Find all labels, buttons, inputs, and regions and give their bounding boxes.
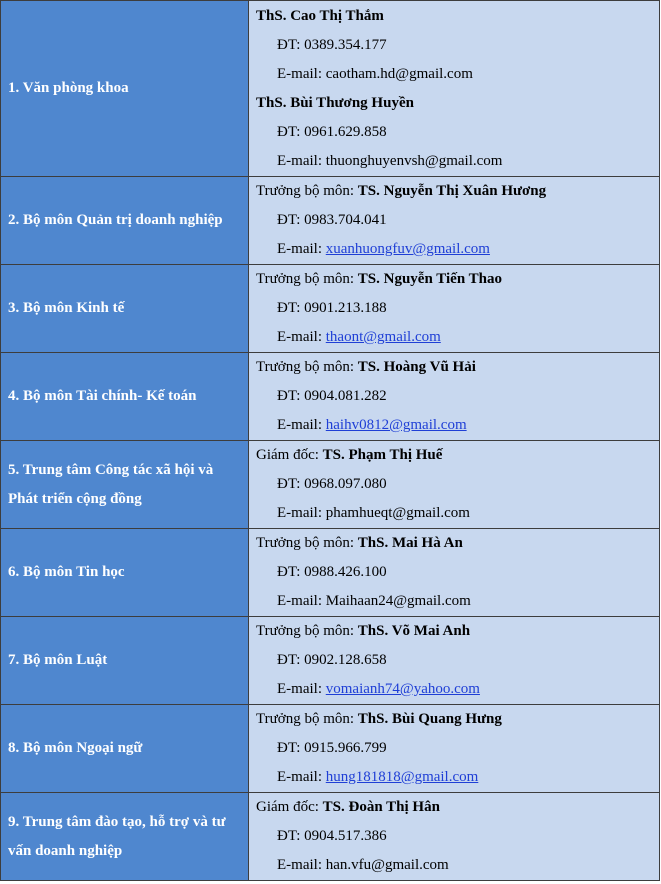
contact-name-line bbox=[256, 441, 659, 470]
contact-cell bbox=[249, 441, 660, 529]
contact-cell bbox=[249, 705, 660, 793]
table-row bbox=[1, 529, 660, 617]
contact-cell bbox=[249, 529, 660, 617]
contact-phone-line bbox=[256, 382, 659, 411]
table-row bbox=[1, 617, 660, 705]
contact-cell bbox=[249, 793, 660, 881]
contact-email-line bbox=[256, 499, 659, 528]
contact-phone-line bbox=[256, 822, 659, 851]
contact-role: Trưởng bộ môn: bbox=[256, 183, 355, 199]
contact-name: ThS. Bùi Quang Hưng bbox=[357, 711, 502, 727]
contact-name: TS. Nguyễn Tiến Thao bbox=[357, 271, 503, 287]
phone-label: ĐT: bbox=[277, 300, 301, 316]
department-cell: 4. Bộ môn Tài chính- Kế toán bbox=[1, 353, 249, 441]
contact-name-line bbox=[256, 705, 659, 734]
email-label: E-mail: bbox=[277, 417, 322, 433]
contact-phone-line bbox=[256, 118, 659, 147]
contact-phone-line bbox=[256, 734, 659, 763]
contact-name-line bbox=[256, 89, 659, 118]
email-link[interactable]: hung181818@gmail.com bbox=[325, 769, 479, 785]
contact-name: ThS. Bùi Thương Huyền bbox=[256, 94, 414, 111]
contacts-table-body bbox=[1, 1, 660, 881]
table-row bbox=[1, 265, 660, 353]
phone-label: ĐT: bbox=[277, 652, 301, 668]
phone-label: ĐT: bbox=[277, 476, 301, 492]
phone-label: ĐT: bbox=[277, 388, 301, 404]
contact-role: Trưởng bộ môn: bbox=[256, 623, 355, 639]
phone-number: 0901.213.188 bbox=[304, 300, 387, 316]
contact-name-line bbox=[256, 617, 659, 646]
table-row bbox=[1, 705, 660, 793]
phone-number: 0983.704.041 bbox=[304, 212, 387, 228]
email-label: E-mail: bbox=[277, 65, 322, 82]
contact-phone-line bbox=[256, 31, 659, 60]
phone-label: ĐT: bbox=[277, 212, 301, 228]
email-label: E-mail: bbox=[277, 593, 322, 609]
phone-number: 0904.081.282 bbox=[304, 388, 387, 404]
email-address: han.vfu@gmail.com bbox=[325, 857, 449, 873]
contact-name: ThS. Mai Hà An bbox=[357, 535, 463, 551]
contact-name-line bbox=[256, 265, 659, 294]
department-cell: 5. Trung tâm Công tác xã hội và Phát triển cộng đồng bbox=[1, 441, 249, 529]
phone-label: ĐT: bbox=[277, 564, 301, 580]
contact-role: Trưởng bộ môn: bbox=[256, 359, 355, 375]
email-address: phamhueqt@gmail.com bbox=[325, 505, 470, 521]
phone-number: 0915.966.799 bbox=[304, 740, 387, 756]
contact-cell bbox=[249, 265, 660, 353]
phone-number: 0904.517.386 bbox=[304, 828, 387, 844]
contact-email-line bbox=[256, 411, 659, 440]
contact-phone-line bbox=[256, 558, 659, 587]
contact-phone-line bbox=[256, 646, 659, 675]
phone-number: 0389.354.177 bbox=[304, 36, 387, 53]
phone-label: ĐT: bbox=[277, 740, 301, 756]
email-address: thuonghuyenvsh@gmail.com bbox=[325, 152, 503, 169]
contact-email-line bbox=[256, 60, 659, 89]
table-row bbox=[1, 177, 660, 265]
department-cell: 2. Bộ môn Quản trị doanh nghiệp bbox=[1, 177, 249, 265]
phone-label: ĐT: bbox=[277, 36, 301, 53]
department-cell: 3. Bộ môn Kinh tế bbox=[1, 265, 249, 353]
contact-email-line bbox=[256, 587, 659, 616]
email-link[interactable]: vomaianh74@yahoo.com bbox=[325, 681, 480, 697]
contact-name: TS. Phạm Thị Huế bbox=[322, 447, 443, 463]
department-cell: 8. Bộ môn Ngoại ngữ bbox=[1, 705, 249, 793]
contact-email-line bbox=[256, 323, 659, 352]
table-row bbox=[1, 1, 660, 177]
contact-phone-line bbox=[256, 470, 659, 499]
table-row bbox=[1, 441, 660, 529]
phone-number: 0902.128.658 bbox=[304, 652, 387, 668]
contact-cell bbox=[249, 1, 660, 177]
table-row bbox=[1, 793, 660, 881]
contact-name: TS. Đoàn Thị Hân bbox=[322, 799, 440, 815]
department-cell: 9. Trung tâm đào tạo, hỗ trợ và tư vấn doanh nghiệp bbox=[1, 793, 249, 881]
contact-role: Giám đốc: bbox=[256, 799, 319, 815]
email-label: E-mail: bbox=[277, 329, 322, 345]
contact-email-line bbox=[256, 675, 659, 704]
phone-label: ĐT: bbox=[277, 123, 301, 140]
contact-name: TS. Hoàng Vũ Hải bbox=[357, 359, 476, 375]
phone-label: ĐT: bbox=[277, 828, 301, 844]
phone-number: 0988.426.100 bbox=[304, 564, 387, 580]
phone-number: 0968.097.080 bbox=[304, 476, 387, 492]
contact-email-line bbox=[256, 851, 659, 880]
contact-name: ThS. Võ Mai Anh bbox=[357, 623, 471, 639]
contact-email-line bbox=[256, 147, 659, 176]
email-label: E-mail: bbox=[277, 681, 322, 697]
contact-cell bbox=[249, 617, 660, 705]
contact-email-line bbox=[256, 235, 659, 264]
email-label: E-mail: bbox=[277, 241, 322, 257]
contact-name-line bbox=[256, 529, 659, 558]
contact-phone-line bbox=[256, 206, 659, 235]
contact-name-line bbox=[256, 177, 659, 206]
email-address: Maihaan24@gmail.com bbox=[325, 593, 471, 609]
email-label: E-mail: bbox=[277, 152, 322, 169]
contact-role: Trưởng bộ môn: bbox=[256, 711, 355, 727]
email-address: caotham.hd@gmail.com bbox=[325, 65, 473, 82]
contact-cell bbox=[249, 177, 660, 265]
contact-role: Trưởng bộ môn: bbox=[256, 535, 355, 551]
email-label: E-mail: bbox=[277, 769, 322, 785]
department-cell: 1. Văn phòng khoa bbox=[1, 1, 249, 177]
contact-name: ThS. Cao Thị Thắm bbox=[256, 7, 384, 24]
contact-name-line bbox=[256, 2, 659, 31]
email-label: E-mail: bbox=[277, 857, 322, 873]
table-row bbox=[1, 353, 660, 441]
contact-role: Trưởng bộ môn: bbox=[256, 271, 355, 287]
phone-number: 0961.629.858 bbox=[304, 123, 387, 140]
email-link[interactable]: thaont@gmail.com bbox=[325, 329, 441, 345]
contact-role: Giám đốc: bbox=[256, 447, 319, 463]
email-label: E-mail: bbox=[277, 505, 322, 521]
contact-email-line bbox=[256, 763, 659, 792]
department-cell: 7. Bộ môn Luật bbox=[1, 617, 249, 705]
contact-cell bbox=[249, 353, 660, 441]
email-link[interactable]: xuanhuongfuv@gmail.com bbox=[325, 241, 490, 257]
contact-phone-line bbox=[256, 294, 659, 323]
email-link[interactable]: haihv0812@gmail.com bbox=[325, 417, 467, 433]
department-cell: 6. Bộ môn Tin học bbox=[1, 529, 249, 617]
contact-name: TS. Nguyễn Thị Xuân Hương bbox=[357, 183, 547, 199]
contact-name-line bbox=[256, 793, 659, 822]
contact-name-line bbox=[256, 353, 659, 382]
